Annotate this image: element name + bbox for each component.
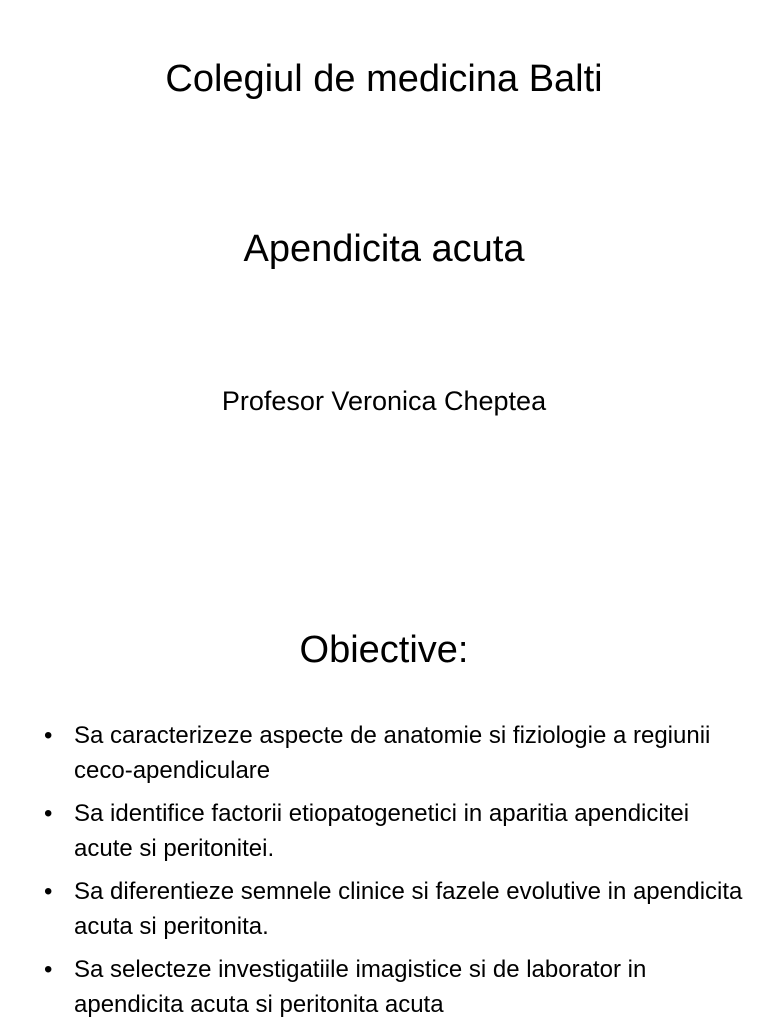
list-item-text: Sa caracterizeze aspecte de anatomie si fiziologie a regiunii ceco-apendiculare — [74, 722, 711, 784]
list-item — [44, 874, 744, 944]
list-item-text: Sa diferentieze semnele clinice si fazele evolutive in apendicita acuta si peritonita. — [74, 878, 743, 940]
author-subtitle: Profesor Veronica Cheptea — [221, 386, 547, 416]
list-item — [44, 952, 744, 1022]
objectives-heading: Obiective: — [299, 629, 469, 671]
bullet-icon: • — [44, 956, 53, 983]
objectives-list — [44, 718, 744, 1030]
college-title: Colegiul de medicina Balti — [165, 58, 603, 100]
objectives-slide — [0, 576, 768, 1024]
topic-title: Apendicita acuta — [243, 228, 525, 270]
bullet-icon: • — [44, 800, 53, 827]
bullet-icon: • — [44, 722, 53, 749]
list-item-text: Sa identifice factorii etiopatogenetici in aparitia apendicitei acute si peritonitei. — [74, 800, 690, 862]
bullet-icon: • — [44, 878, 53, 905]
list-item — [44, 796, 744, 866]
list-item-text: Sa selecteze investigatiile imagistice si de laborator in apendicita acuta si peritonita acuta — [74, 956, 647, 1018]
list-item — [44, 718, 744, 788]
